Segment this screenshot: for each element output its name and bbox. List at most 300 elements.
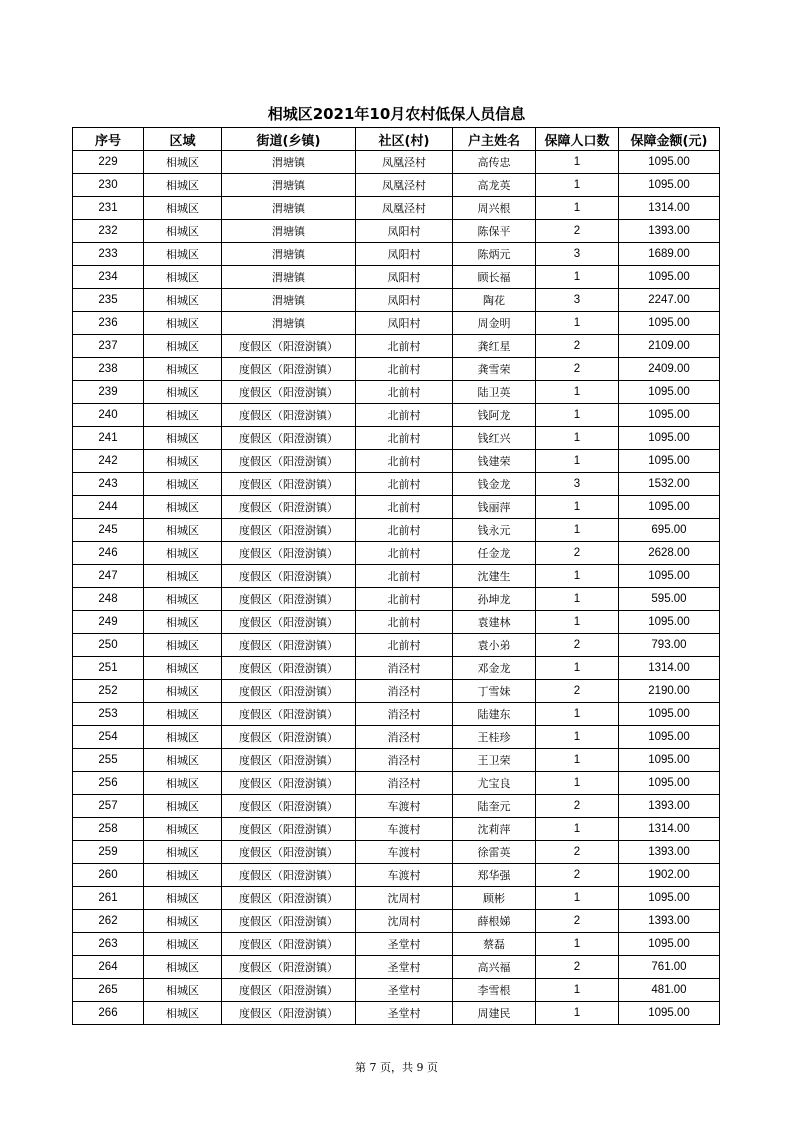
- cell-index: 239: [73, 381, 144, 404]
- cell-amount: 1095.00: [619, 450, 720, 473]
- cell-street: 度假区（阳澄澍镇）: [222, 726, 356, 749]
- cell-community: 圣堂村: [356, 979, 453, 1002]
- cell-region: 相城区: [144, 680, 222, 703]
- cell-region: 相城区: [144, 335, 222, 358]
- cell-amount: 1393.00: [619, 841, 720, 864]
- cell-community: 圣堂村: [356, 956, 453, 979]
- cell-index: 246: [73, 542, 144, 565]
- cell-community: 消泾村: [356, 703, 453, 726]
- table-row: [73, 726, 720, 749]
- cell-street: 渭塘镇: [222, 220, 356, 243]
- cell-region: 相城区: [144, 496, 222, 519]
- page-title: 相城区2021年10月农村低保人员信息: [267, 105, 526, 123]
- cell-index: 231: [73, 197, 144, 220]
- cell-people-count: 1: [536, 496, 619, 519]
- cell-community: 消泾村: [356, 680, 453, 703]
- cell-amount: 1095.00: [619, 565, 720, 588]
- cell-index: 241: [73, 427, 144, 450]
- cell-people-count: 1: [536, 519, 619, 542]
- table-row: [73, 404, 720, 427]
- cell-amount: 1095.00: [619, 151, 720, 174]
- cell-people-count: 1: [536, 772, 619, 795]
- cell-index: 252: [73, 680, 144, 703]
- table-row: [73, 473, 720, 496]
- cell-community: 凤凰泾村: [356, 151, 453, 174]
- cell-amount: 1095.00: [619, 611, 720, 634]
- cell-street: 度假区（阳澄澍镇）: [222, 910, 356, 933]
- cell-amount: 2247.00: [619, 289, 720, 312]
- cell-index: 237: [73, 335, 144, 358]
- cell-people-count: 1: [536, 703, 619, 726]
- cell-index: 249: [73, 611, 144, 634]
- cell-community: 凤阳村: [356, 266, 453, 289]
- cell-street: 度假区（阳澄澍镇）: [222, 841, 356, 864]
- cell-community: 北前村: [356, 473, 453, 496]
- cell-people-count: 1: [536, 404, 619, 427]
- col-header-street: 街道(乡镇): [222, 128, 356, 151]
- cell-amount: 2409.00: [619, 358, 720, 381]
- cell-head-name: 周建民: [453, 1002, 536, 1025]
- cell-people-count: 1: [536, 979, 619, 1002]
- cell-street: 度假区（阳澄澍镇）: [222, 358, 356, 381]
- cell-head-name: 钱建荣: [453, 450, 536, 473]
- cell-street: 度假区（阳澄澍镇）: [222, 1002, 356, 1025]
- cell-people-count: 1: [536, 381, 619, 404]
- cell-amount: 1095.00: [619, 726, 720, 749]
- cell-community: 圣堂村: [356, 933, 453, 956]
- cell-street: 度假区（阳澄澍镇）: [222, 335, 356, 358]
- table-row: [73, 565, 720, 588]
- cell-region: 相城区: [144, 312, 222, 335]
- cell-community: 凤阳村: [356, 220, 453, 243]
- cell-amount: 761.00: [619, 956, 720, 979]
- cell-street: 渭塘镇: [222, 197, 356, 220]
- table-row: [73, 818, 720, 841]
- cell-people-count: 2: [536, 634, 619, 657]
- cell-index: 257: [73, 795, 144, 818]
- table-row: [73, 910, 720, 933]
- cell-people-count: 1: [536, 174, 619, 197]
- cell-head-name: 钱金龙: [453, 473, 536, 496]
- cell-region: 相城区: [144, 726, 222, 749]
- cell-community: 北前村: [356, 611, 453, 634]
- cell-people-count: 1: [536, 197, 619, 220]
- table-row: [73, 312, 720, 335]
- cell-head-name: 丁雪妹: [453, 680, 536, 703]
- cell-street: 度假区（阳澄澍镇）: [222, 933, 356, 956]
- cell-people-count: 2: [536, 335, 619, 358]
- cell-region: 相城区: [144, 542, 222, 565]
- cell-community: 北前村: [356, 588, 453, 611]
- cell-community: 北前村: [356, 542, 453, 565]
- cell-amount: 793.00: [619, 634, 720, 657]
- cell-head-name: 沈莉萍: [453, 818, 536, 841]
- cell-region: 相城区: [144, 358, 222, 381]
- cell-community: 北前村: [356, 519, 453, 542]
- table-header-row: [73, 128, 720, 151]
- table-row: [73, 220, 720, 243]
- table-row: [73, 864, 720, 887]
- cell-region: 相城区: [144, 703, 222, 726]
- cell-street: 渭塘镇: [222, 266, 356, 289]
- cell-street: 度假区（阳澄澍镇）: [222, 956, 356, 979]
- table-row: [73, 289, 720, 312]
- cell-street: 度假区（阳澄澍镇）: [222, 404, 356, 427]
- cell-region: 相城区: [144, 289, 222, 312]
- cell-amount: 1095.00: [619, 703, 720, 726]
- table-row: [73, 542, 720, 565]
- cell-community: 凤阳村: [356, 243, 453, 266]
- cell-index: 254: [73, 726, 144, 749]
- cell-head-name: 陈炳元: [453, 243, 536, 266]
- cell-people-count: 3: [536, 289, 619, 312]
- cell-index: 235: [73, 289, 144, 312]
- cell-street: 度假区（阳澄澍镇）: [222, 887, 356, 910]
- cell-head-name: 周兴根: [453, 197, 536, 220]
- cell-region: 相城区: [144, 864, 222, 887]
- table-row: [73, 680, 720, 703]
- cell-head-name: 孙坤龙: [453, 588, 536, 611]
- cell-street: 度假区（阳澄澍镇）: [222, 864, 356, 887]
- table-row: [73, 657, 720, 680]
- cell-people-count: 1: [536, 565, 619, 588]
- cell-amount: 1095.00: [619, 749, 720, 772]
- cell-region: 相城区: [144, 841, 222, 864]
- cell-amount: 1314.00: [619, 657, 720, 680]
- cell-amount: 2190.00: [619, 680, 720, 703]
- cell-head-name: 尤宝良: [453, 772, 536, 795]
- cell-street: 度假区（阳澄澍镇）: [222, 657, 356, 680]
- cell-people-count: 2: [536, 220, 619, 243]
- cell-head-name: 钱阿龙: [453, 404, 536, 427]
- cell-index: 236: [73, 312, 144, 335]
- cell-index: 258: [73, 818, 144, 841]
- cell-street: 度假区（阳澄澍镇）: [222, 496, 356, 519]
- cell-index: 250: [73, 634, 144, 657]
- cell-index: 233: [73, 243, 144, 266]
- cell-index: 240: [73, 404, 144, 427]
- cell-index: 245: [73, 519, 144, 542]
- table-body: [73, 151, 720, 1025]
- cell-index: 259: [73, 841, 144, 864]
- cell-region: 相城区: [144, 795, 222, 818]
- cell-index: 263: [73, 933, 144, 956]
- cell-index: 266: [73, 1002, 144, 1025]
- cell-head-name: 顾长福: [453, 266, 536, 289]
- cell-region: 相城区: [144, 887, 222, 910]
- cell-community: 凤阳村: [356, 289, 453, 312]
- cell-street: 度假区（阳澄澍镇）: [222, 519, 356, 542]
- cell-community: 车渡村: [356, 864, 453, 887]
- cell-people-count: 1: [536, 312, 619, 335]
- cell-index: 234: [73, 266, 144, 289]
- cell-people-count: 1: [536, 588, 619, 611]
- cell-amount: 1095.00: [619, 404, 720, 427]
- cell-index: 264: [73, 956, 144, 979]
- cell-street: 度假区（阳澄澍镇）: [222, 749, 356, 772]
- cell-head-name: 袁小弟: [453, 634, 536, 657]
- cell-head-name: 顾彬: [453, 887, 536, 910]
- cell-community: 北前村: [356, 565, 453, 588]
- table-row: [73, 933, 720, 956]
- table-row: [73, 243, 720, 266]
- cell-street: 度假区（阳澄澍镇）: [222, 979, 356, 1002]
- cell-community: 凤阳村: [356, 312, 453, 335]
- cell-head-name: 钱丽萍: [453, 496, 536, 519]
- cell-amount: 1314.00: [619, 197, 720, 220]
- table-row: [73, 174, 720, 197]
- table-row: [73, 588, 720, 611]
- cell-people-count: 2: [536, 680, 619, 703]
- cell-index: 229: [73, 151, 144, 174]
- cell-region: 相城区: [144, 404, 222, 427]
- cell-community: 消泾村: [356, 749, 453, 772]
- table-row: [73, 496, 720, 519]
- table-row: [73, 197, 720, 220]
- table-row: [73, 887, 720, 910]
- cell-amount: 2109.00: [619, 335, 720, 358]
- cell-head-name: 徐雷英: [453, 841, 536, 864]
- col-header-head-name: 户主姓名: [453, 128, 536, 151]
- cell-street: 度假区（阳澄澍镇）: [222, 795, 356, 818]
- cell-amount: 1532.00: [619, 473, 720, 496]
- cell-people-count: 1: [536, 151, 619, 174]
- cell-people-count: 2: [536, 910, 619, 933]
- col-header-amount: 保障金额(元): [619, 128, 720, 151]
- page-footer: 第 7 页，共 9 页: [355, 1061, 438, 1074]
- cell-head-name: 陆卫英: [453, 381, 536, 404]
- cell-people-count: 1: [536, 1002, 619, 1025]
- col-header-people-count: 保障人口数: [536, 128, 619, 151]
- cell-amount: 1095.00: [619, 174, 720, 197]
- cell-index: 247: [73, 565, 144, 588]
- cell-region: 相城区: [144, 266, 222, 289]
- cell-index: 248: [73, 588, 144, 611]
- cell-index: 265: [73, 979, 144, 1002]
- cell-head-name: 陆建东: [453, 703, 536, 726]
- cell-community: 凤凰泾村: [356, 197, 453, 220]
- cell-region: 相城区: [144, 611, 222, 634]
- cell-region: 相城区: [144, 772, 222, 795]
- cell-index: 261: [73, 887, 144, 910]
- cell-street: 度假区（阳澄澍镇）: [222, 772, 356, 795]
- table-row: [73, 841, 720, 864]
- cell-street: 度假区（阳澄澍镇）: [222, 473, 356, 496]
- cell-street: 渭塘镇: [222, 312, 356, 335]
- cell-street: 度假区（阳澄澍镇）: [222, 542, 356, 565]
- cell-head-name: 王卫荣: [453, 749, 536, 772]
- cell-region: 相城区: [144, 381, 222, 404]
- cell-head-name: 龚红星: [453, 335, 536, 358]
- cell-community: 北前村: [356, 335, 453, 358]
- cell-people-count: 1: [536, 427, 619, 450]
- cell-people-count: 1: [536, 749, 619, 772]
- cell-amount: 1095.00: [619, 1002, 720, 1025]
- cell-amount: 1095.00: [619, 772, 720, 795]
- cell-index: 255: [73, 749, 144, 772]
- cell-index: 256: [73, 772, 144, 795]
- cell-head-name: 陈保平: [453, 220, 536, 243]
- cell-amount: 1095.00: [619, 381, 720, 404]
- cell-head-name: 薛根娣: [453, 910, 536, 933]
- cell-region: 相城区: [144, 565, 222, 588]
- table-row: [73, 634, 720, 657]
- cell-community: 车渡村: [356, 841, 453, 864]
- cell-head-name: 陶花: [453, 289, 536, 312]
- table-row: [73, 703, 720, 726]
- cell-index: 232: [73, 220, 144, 243]
- cell-head-name: 周金明: [453, 312, 536, 335]
- table-row: [73, 151, 720, 174]
- cell-community: 车渡村: [356, 818, 453, 841]
- cell-amount: 1095.00: [619, 496, 720, 519]
- cell-head-name: 郑华强: [453, 864, 536, 887]
- table-row: [73, 1002, 720, 1025]
- cell-people-count: 2: [536, 795, 619, 818]
- cell-community: 北前村: [356, 381, 453, 404]
- cell-street: 度假区（阳澄澍镇）: [222, 634, 356, 657]
- cell-people-count: 2: [536, 864, 619, 887]
- cell-region: 相城区: [144, 473, 222, 496]
- cell-head-name: 龚雪荣: [453, 358, 536, 381]
- cell-people-count: 3: [536, 243, 619, 266]
- cell-head-name: 沈建生: [453, 565, 536, 588]
- col-header-index: 序号: [73, 128, 144, 151]
- cell-people-count: 1: [536, 450, 619, 473]
- cell-head-name: 高传忠: [453, 151, 536, 174]
- cell-region: 相城区: [144, 956, 222, 979]
- table-row: [73, 450, 720, 473]
- cell-street: 度假区（阳澄澍镇）: [222, 680, 356, 703]
- table-row: [73, 749, 720, 772]
- cell-community: 北前村: [356, 427, 453, 450]
- cell-head-name: 蔡磊: [453, 933, 536, 956]
- cell-community: 车渡村: [356, 795, 453, 818]
- cell-head-name: 任金龙: [453, 542, 536, 565]
- cell-people-count: 1: [536, 933, 619, 956]
- cell-people-count: 1: [536, 657, 619, 680]
- cell-region: 相城区: [144, 588, 222, 611]
- table-row: [73, 519, 720, 542]
- table-row: [73, 611, 720, 634]
- cell-community: 消泾村: [356, 726, 453, 749]
- cell-index: 238: [73, 358, 144, 381]
- cell-head-name: 李雪根: [453, 979, 536, 1002]
- cell-amount: 1095.00: [619, 312, 720, 335]
- cell-street: 度假区（阳澄澍镇）: [222, 611, 356, 634]
- cell-region: 相城区: [144, 657, 222, 680]
- table-row: [73, 772, 720, 795]
- cell-street: 渭塘镇: [222, 151, 356, 174]
- cell-people-count: 1: [536, 726, 619, 749]
- cell-street: 度假区（阳澄澍镇）: [222, 381, 356, 404]
- cell-street: 度假区（阳澄澍镇）: [222, 450, 356, 473]
- cell-amount: 1095.00: [619, 427, 720, 450]
- cell-amount: 1393.00: [619, 910, 720, 933]
- cell-amount: 1314.00: [619, 818, 720, 841]
- cell-head-name: 高兴福: [453, 956, 536, 979]
- cell-region: 相城区: [144, 1002, 222, 1025]
- cell-street: 度假区（阳澄澍镇）: [222, 427, 356, 450]
- cell-index: 242: [73, 450, 144, 473]
- cell-people-count: 3: [536, 473, 619, 496]
- welfare-table: [72, 127, 720, 1025]
- cell-region: 相城区: [144, 519, 222, 542]
- cell-amount: 481.00: [619, 979, 720, 1002]
- cell-index: 230: [73, 174, 144, 197]
- cell-community: 北前村: [356, 404, 453, 427]
- cell-region: 相城区: [144, 933, 222, 956]
- cell-region: 相城区: [144, 979, 222, 1002]
- cell-people-count: 2: [536, 358, 619, 381]
- cell-head-name: 钱永元: [453, 519, 536, 542]
- cell-index: 253: [73, 703, 144, 726]
- cell-street: 度假区（阳澄澍镇）: [222, 565, 356, 588]
- cell-people-count: 2: [536, 956, 619, 979]
- cell-region: 相城区: [144, 818, 222, 841]
- cell-head-name: 高龙英: [453, 174, 536, 197]
- cell-street: 渭塘镇: [222, 174, 356, 197]
- cell-community: 北前村: [356, 358, 453, 381]
- table-row: [73, 335, 720, 358]
- cell-region: 相城区: [144, 427, 222, 450]
- cell-street: 渭塘镇: [222, 289, 356, 312]
- cell-community: 沈周村: [356, 887, 453, 910]
- cell-region: 相城区: [144, 634, 222, 657]
- cell-community: 北前村: [356, 450, 453, 473]
- cell-amount: 2628.00: [619, 542, 720, 565]
- table-row: [73, 795, 720, 818]
- cell-region: 相城区: [144, 910, 222, 933]
- cell-amount: 695.00: [619, 519, 720, 542]
- cell-region: 相城区: [144, 749, 222, 772]
- cell-amount: 1689.00: [619, 243, 720, 266]
- cell-region: 相城区: [144, 450, 222, 473]
- col-header-region: 区域: [144, 128, 222, 151]
- cell-index: 251: [73, 657, 144, 680]
- cell-index: 243: [73, 473, 144, 496]
- cell-people-count: 1: [536, 611, 619, 634]
- cell-region: 相城区: [144, 174, 222, 197]
- cell-community: 消泾村: [356, 657, 453, 680]
- cell-index: 262: [73, 910, 144, 933]
- cell-street: 度假区（阳澄澍镇）: [222, 703, 356, 726]
- table-row: [73, 956, 720, 979]
- cell-people-count: 2: [536, 841, 619, 864]
- cell-region: 相城区: [144, 243, 222, 266]
- cell-head-name: 袁建林: [453, 611, 536, 634]
- cell-amount: 1095.00: [619, 887, 720, 910]
- table-row: [73, 979, 720, 1002]
- table-row: [73, 427, 720, 450]
- table-row: [73, 266, 720, 289]
- table-row: [73, 381, 720, 404]
- cell-people-count: 2: [536, 542, 619, 565]
- cell-people-count: 1: [536, 887, 619, 910]
- cell-community: 圣堂村: [356, 1002, 453, 1025]
- table-row: [73, 358, 720, 381]
- cell-people-count: 1: [536, 818, 619, 841]
- cell-community: 北前村: [356, 634, 453, 657]
- cell-street: 渭塘镇: [222, 243, 356, 266]
- cell-index: 244: [73, 496, 144, 519]
- cell-amount: 595.00: [619, 588, 720, 611]
- cell-head-name: 陆奎元: [453, 795, 536, 818]
- cell-community: 沈周村: [356, 910, 453, 933]
- cell-amount: 1393.00: [619, 220, 720, 243]
- cell-street: 度假区（阳澄澍镇）: [222, 588, 356, 611]
- cell-community: 凤凰泾村: [356, 174, 453, 197]
